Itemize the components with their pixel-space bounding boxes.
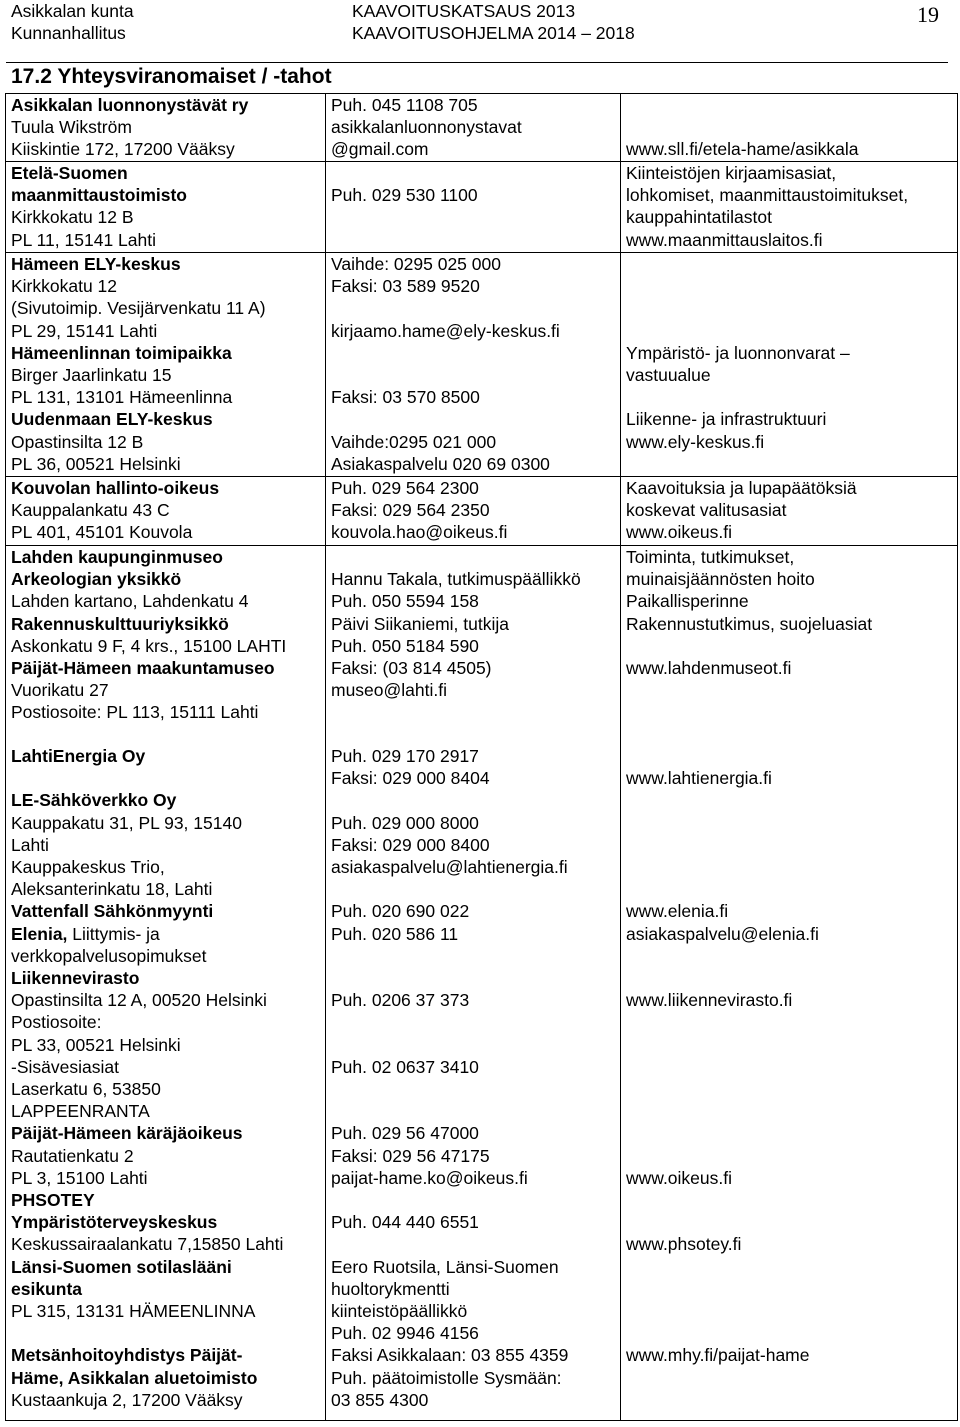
- cell-line: kouvola.hao@oikeus.fi: [331, 522, 508, 543]
- cell-line: Lahti: [11, 834, 49, 855]
- cell-line: www.maanmittauslaitos.fi: [626, 229, 823, 250]
- cell-line: Uudenmaan ELY-keskus: [11, 409, 213, 430]
- cell-line: Puh. 020 690 022: [331, 901, 470, 922]
- cell-line: [626, 297, 850, 319]
- cell-line: Puh. 02 0637 3410: [331, 1056, 479, 1077]
- cell-line: Kauppakeskus Trio,: [11, 857, 165, 878]
- table-border-vertical: [957, 93, 958, 1420]
- cell-line: Liikennevirasto: [11, 968, 140, 989]
- cell-line: LAPPEENRANTA: [11, 1101, 150, 1122]
- header-report-subtitle: KAAVOITUSOHJELMA 2014 – 2018: [352, 23, 635, 43]
- contact-cell: [331, 94, 522, 161]
- cell-line: [626, 834, 819, 856]
- cell-line: Puh. 020 586 11: [331, 923, 459, 944]
- cell-line: Puh. päätoimistolle Sysmään:: [331, 1367, 562, 1388]
- cell-line: Faksi: (03 814 4505): [331, 658, 492, 679]
- cell-line: Kouvolan hallinto-oikeus: [11, 478, 220, 498]
- cell-line: verkkopalvelusopimukset: [11, 945, 207, 966]
- cell-line: [626, 1322, 819, 1344]
- cell-line: [626, 745, 819, 767]
- cell-line: Ympäristöterveyskeskus: [11, 1212, 218, 1233]
- cell-line: Kirkkokatu 12 B: [11, 207, 134, 228]
- cell-line: Faksi: 029 000 8404: [331, 768, 490, 789]
- cell-line: [331, 546, 581, 568]
- cell-line: [626, 635, 872, 657]
- org-cell: [11, 546, 286, 724]
- cell-line: www.liikennevirasto.fi: [626, 990, 793, 1011]
- cell-line: [331, 162, 478, 184]
- cell-line: Rautatienkatu 2: [11, 1145, 134, 1166]
- info-cell: [626, 253, 850, 453]
- cell-line: [626, 967, 819, 989]
- cell-line: esikunta: [11, 1278, 82, 1299]
- cell-line: Aleksanterinkatu 18, Lahti: [11, 879, 213, 900]
- cell-line: paijat-hame.ko@oikeus.fi: [331, 1167, 528, 1188]
- cell-line: asikkalanluonnonystavat: [331, 117, 522, 138]
- org-cell: [11, 253, 266, 475]
- cell-line: Vaihde:0295 021 000: [331, 431, 497, 452]
- cell-line: PL 3, 15100 Lahti: [11, 1167, 148, 1188]
- cell-line: [626, 1145, 819, 1167]
- cell-line: Kauppalankatu 43 C: [11, 500, 170, 521]
- cell-line: Vuorikatu 27: [11, 680, 109, 701]
- header-organization: Asikkalan kunta: [11, 1, 134, 21]
- cell-line: asiakaspalvelu@lahtienergia.fi: [331, 857, 568, 878]
- cell-line: [626, 94, 858, 116]
- cell-line: koskevat valitusasiat: [626, 500, 787, 521]
- cell-line: Vaihde: 0295 025 000: [331, 254, 501, 274]
- cell-line: [626, 945, 819, 967]
- cell-line: -Sisävesiasiat: [11, 1056, 119, 1077]
- cell-line: [626, 320, 850, 342]
- cell-line: Rakennuskulttuuriyksikkö: [11, 613, 229, 634]
- cell-line: Faksi: 029 000 8400: [331, 834, 490, 855]
- cell-line: [331, 1189, 568, 1211]
- page-number: 19: [917, 2, 939, 27]
- cell-line: [11, 767, 283, 789]
- cell-line: www.ely-keskus.fi: [626, 431, 765, 452]
- cell-line: maanmittaustoimisto: [11, 185, 187, 206]
- cell-line: Keskussairaalankatu 7,15850 Lahti: [11, 1234, 284, 1255]
- cell-line: Arkeologian yksikkö: [11, 569, 182, 590]
- org-cell: [11, 162, 187, 251]
- cell-line: [331, 297, 560, 319]
- cell-line: Puh. 029 564 2300: [331, 478, 479, 498]
- cell-line: [626, 1300, 819, 1322]
- cell-line: [626, 116, 858, 138]
- cell-line: Faksi: 029 56 47175: [331, 1145, 490, 1166]
- cell-line: www.sll.fi/etela-hame/asikkala: [626, 139, 859, 160]
- table-border-vertical: [325, 93, 326, 1420]
- cell-line: PL 36, 00521 Helsinki: [11, 453, 181, 474]
- cell-line: Kirkkokatu 12: [11, 276, 118, 297]
- cell-line: [626, 789, 819, 811]
- cell-line: Puh. 029 000 8000: [331, 812, 479, 833]
- cell-line: kauppahintatilastot: [626, 207, 772, 228]
- cell-line: www.lahtienergia.fi: [626, 768, 772, 789]
- cell-line: Kustaankuja 2, 17200 Vääksy: [11, 1389, 243, 1410]
- contact-cell: [331, 162, 478, 206]
- cell-line: LE-Sähköverkko Oy: [11, 790, 177, 811]
- cell-line: PL 11, 15141 Lahti: [11, 229, 156, 250]
- table-border-horizontal: [5, 545, 958, 546]
- cell-line: www.oikeus.fi: [626, 522, 733, 543]
- cell-line: Laserkatu 6, 53850: [11, 1079, 161, 1100]
- cell-line: Rakennustutkimus, suojeluasiat: [626, 613, 873, 634]
- cell-line: [331, 945, 568, 967]
- cell-line: Puh. 045 1108 705: [331, 95, 478, 115]
- cell-line: Häme, Asikkalan aluetoimisto: [11, 1367, 258, 1388]
- cell-line: PL 401, 45101 Kouvola: [11, 522, 193, 543]
- cell-line: Hämeen ELY-keskus: [11, 254, 181, 274]
- cell-line: [626, 1056, 819, 1078]
- cell-line: [331, 1233, 568, 1255]
- cell-line: [331, 967, 568, 989]
- cell-line: Kaavoituksia ja lupapäätöksiä: [626, 478, 857, 498]
- table-border-horizontal: [5, 476, 958, 477]
- cell-line: www.lahdenmuseot.fi: [626, 658, 792, 679]
- cell-line: Faksi Asikkalaan: 03 855 4359: [331, 1345, 569, 1366]
- cell-line: Vattenfall Sähkönmyynti: [11, 901, 214, 922]
- cell-line: Päivi Siikaniemi, tutkija: [331, 613, 509, 634]
- cell-line: [626, 1122, 819, 1144]
- cell-line: huoltorykmentti: [331, 1278, 450, 1299]
- cell-line: Puh. 044 440 6551: [331, 1212, 479, 1233]
- cell-line: [331, 1011, 568, 1033]
- cell-line: [331, 408, 560, 430]
- contact-cell: [331, 745, 568, 1411]
- cell-line: Länsi-Suomen sotilaslääni: [11, 1256, 232, 1277]
- cell-line: [331, 1078, 568, 1100]
- cell-line: Asikkalan luonnonystävät ry: [11, 95, 249, 115]
- cell-line: Opastinsilta 12 A, 00520 Helsinki: [11, 990, 267, 1011]
- info-cell: [626, 94, 858, 161]
- cell-line: [626, 1256, 819, 1278]
- cell-line: Puh. 029 530 1100: [331, 185, 478, 206]
- table-border-vertical: [620, 93, 621, 1420]
- cell-line-bold: Elenia,: [11, 923, 68, 944]
- section-title: 17.2 Yhteysviranomaiset / -tahot: [11, 65, 332, 88]
- cell-line: Metsänhoitoyhdistys Päijät-: [11, 1345, 243, 1366]
- cell-line: 03 855 4300: [331, 1389, 429, 1410]
- cell-line: Paikallisperinne: [626, 591, 749, 612]
- cell-line: Lahden kaupunginmuseo: [11, 547, 223, 567]
- cell-line: muinaisjäännösten hoito: [626, 569, 815, 590]
- cell-line: PL 315, 13131 HÄMEENLINNA: [11, 1301, 256, 1322]
- cell-line: [331, 789, 568, 811]
- cell-line: [626, 275, 850, 297]
- cell-line: Liikenne- ja infrastruktuuri: [626, 409, 827, 430]
- cell-line: www.elenia.fi: [626, 901, 729, 922]
- cell-line: www.oikeus.fi: [626, 1167, 733, 1188]
- cell-line: PL 29, 15141 Lahti: [11, 320, 158, 341]
- cell-line: Ympäristö- ja luonnonvarat –: [626, 342, 850, 363]
- cell-line: [626, 812, 819, 834]
- cell-line: [626, 1211, 819, 1233]
- header-report-title: KAAVOITUSKATSAUS 2013: [352, 1, 576, 21]
- cell-line: Faksi: 029 564 2350: [331, 500, 490, 521]
- cell-line: PHSOTEY: [11, 1190, 95, 1211]
- cell-line: Puh. 029 56 47000: [331, 1123, 479, 1144]
- cell-line: vastuualue: [626, 365, 711, 386]
- cell-line: Puh. 02 9946 4156: [331, 1323, 479, 1344]
- info-cell: [626, 546, 872, 679]
- org-cell: [11, 477, 219, 544]
- cell-line: [331, 364, 560, 386]
- table-border-horizontal: [5, 161, 958, 162]
- contact-cell: [331, 477, 507, 544]
- cell-line: Birger Jaarlinkatu 15: [11, 365, 172, 386]
- table-border-horizontal: [5, 252, 958, 253]
- cell-line: [331, 342, 560, 364]
- cell-line: @gmail.com: [331, 139, 429, 160]
- cell-line: museo@lahti.fi: [331, 680, 448, 701]
- org-cell: [11, 745, 283, 1411]
- contact-cell: [331, 253, 560, 475]
- cell-line: Puh. 050 5184 590: [331, 635, 479, 656]
- info-cell: [626, 745, 819, 1367]
- cell-line: www.phsotey.fi: [626, 1234, 742, 1255]
- cell-line: kirjaamo.hame@ely-keskus.fi: [331, 320, 560, 341]
- cell-line: Puh. 0206 37 373: [331, 990, 470, 1011]
- cell-line: PL 33, 00521 Helsinki: [11, 1034, 181, 1055]
- cell-line: LahtiEnergia Oy: [11, 746, 146, 766]
- cell-line: Puh. 050 5594 158: [331, 591, 479, 612]
- cell-line: Etelä-Suomen: [11, 163, 128, 183]
- cell-line: Toiminta, tutkimukset,: [626, 547, 795, 567]
- contact-cell: [331, 546, 581, 701]
- cell-line: Askonkatu 9 F, 4 krs., 15100 LAHTI: [11, 635, 287, 656]
- cell-line: Postiosoite: PL 113, 15111 Lahti: [11, 702, 259, 723]
- cell-line: [11, 1322, 283, 1344]
- cell-line: [626, 386, 850, 408]
- cell-line: Päijät-Hämeen maakuntamuseo: [11, 658, 275, 679]
- cell-line: Asiakaspalvelu 020 69 0300: [331, 453, 550, 474]
- table-border-horizontal: [5, 93, 958, 94]
- cell-line: Opastinsilta 12 B: [11, 431, 144, 452]
- org-cell: [11, 94, 248, 161]
- cell-line: Faksi: 03 589 9520: [331, 276, 480, 297]
- cell-line: [626, 1278, 819, 1300]
- cell-line: Lahden kartano, Lahdenkatu 4: [11, 591, 249, 612]
- cell-line: Tuula Wikström: [11, 117, 132, 138]
- header-department: Kunnanhallitus: [11, 23, 126, 43]
- cell-line: [626, 253, 850, 275]
- info-cell: [626, 477, 857, 544]
- cell-line: [626, 1034, 819, 1056]
- cell-line: [626, 1100, 819, 1122]
- cell-line: Faksi: 03 570 8500: [331, 387, 480, 408]
- cell-line: PL 131, 13101 Hämeenlinna: [11, 387, 233, 408]
- cell-line: Hämeenlinnan toimipaikka: [11, 342, 232, 363]
- header-rule: [6, 62, 948, 63]
- cell-line: Kiinteistöjen kirjaamisasiat,: [626, 163, 837, 183]
- cell-line: [331, 1034, 568, 1056]
- cell-line: [626, 1011, 819, 1033]
- cell-line: (Sivutoimip. Vesijärvenkatu 11 A): [11, 298, 266, 319]
- cell-line: [331, 1100, 568, 1122]
- cell-line: Kauppakatu 31, PL 93, 15140: [11, 812, 242, 833]
- cell-line-rest: Liittymis- ja: [67, 923, 160, 944]
- cell-line: Hannu Takala, tutkimuspäällikkö: [331, 569, 581, 590]
- cell-line: Postiosoite:: [11, 1012, 102, 1033]
- cell-line: www.mhy.fi/paijat-hame: [626, 1345, 810, 1366]
- cell-line: [626, 1078, 819, 1100]
- cell-line: Puh. 029 170 2917: [331, 746, 479, 766]
- cell-line: Kiiskintie 172, 17200 Vääksy: [11, 139, 235, 160]
- table-border-vertical: [5, 93, 6, 1420]
- cell-line: Eero Ruotsila, Länsi-Suomen: [331, 1256, 559, 1277]
- cell-line: [331, 878, 568, 900]
- cell-line: lohkomiset, maanmittaustoimitukset,: [626, 185, 909, 206]
- cell-line: kiinteistöpäällikkö: [331, 1301, 468, 1322]
- cell-line: [626, 1189, 819, 1211]
- cell-line: [11, 923, 283, 945]
- cell-line: Päijät-Hämeen käräjäoikeus: [11, 1123, 243, 1144]
- info-cell: [626, 162, 908, 251]
- cell-line: asiakaspalvelu@elenia.fi: [626, 923, 819, 944]
- cell-line: [626, 856, 819, 878]
- cell-line: [626, 878, 819, 900]
- table-border-horizontal: [5, 1420, 958, 1421]
